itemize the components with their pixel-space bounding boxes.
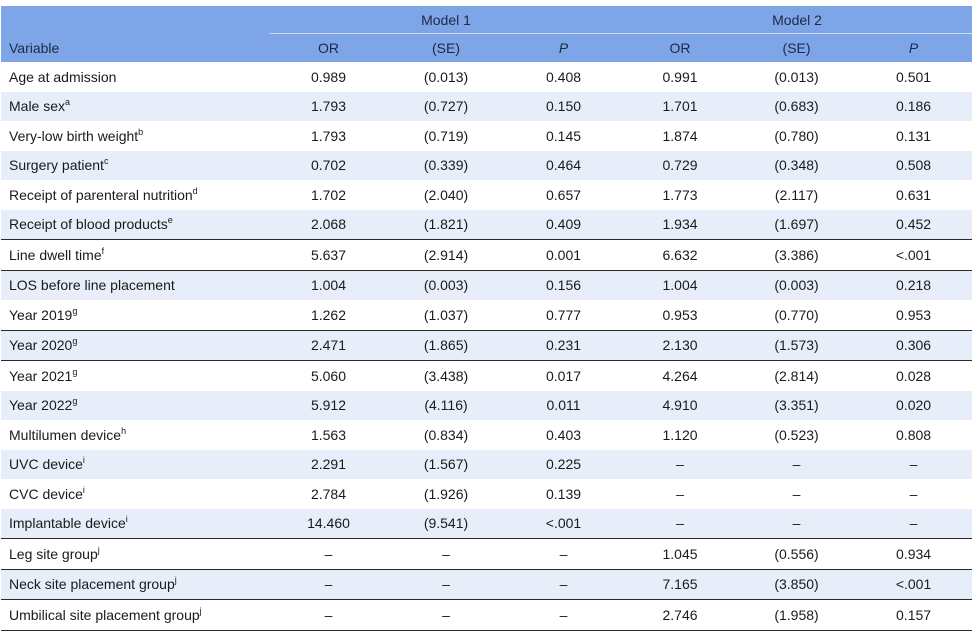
variable-cell [1,330,270,361]
model2-p-header: P [855,34,972,63]
model2-se-cell: (1.958) [738,600,855,631]
model1-se-header: (SE) [387,34,505,63]
variable-cell [1,539,270,570]
model1-p-cell: 0.017 [505,361,622,391]
variable-name: Line dwell time [9,246,102,263]
model2-se-header: (SE) [738,34,855,63]
variable-cell [1,180,270,210]
model1-p-cell: 0.139 [545,485,582,502]
table-row [1,300,972,330]
model1-p-cell: 0.001 [505,240,622,271]
variable-name: Male sex [9,98,66,115]
model1-se-cell: (0.727) [387,92,505,122]
variable-cell [1,479,270,509]
variable-cell [1,62,270,92]
variable-cell [1,569,270,600]
model2-or-cell: 0.991 [662,68,698,85]
model2-p-cell: 0.508 [855,151,972,181]
variable-name: Year 2020 [9,337,73,354]
model1-or-cell: – [270,569,387,600]
model2-se-cell: (2.117) [774,186,819,203]
variable-name: Year 2019 [9,306,73,323]
table-row [1,240,972,271]
footnote-marker: g [72,396,78,407]
regression-table [1,6,972,631]
model1-se-cell: – [387,539,505,570]
model1-se-cell: (0.339) [387,151,505,181]
table-header [1,6,972,62]
variable-name: Age at admission [9,68,117,85]
footnote-marker: a [65,97,71,108]
model2-or-cell: 2.130 [622,330,738,361]
variable-name: Receipt of blood products [9,216,168,233]
footnote-marker: d [192,185,198,196]
table-row [1,479,972,509]
footnote-marker: c [103,156,109,167]
model2-p-cell: 0.028 [855,361,972,391]
model1-p-cell: 0.409 [505,210,622,240]
model1-se-cell: (1.037) [423,306,469,323]
model2-p-cell: – [909,485,918,502]
table-row [1,569,972,600]
model1-or-cell: 5.912 [270,391,387,421]
model2-or-cell: 0.729 [622,151,738,181]
variable-name: Leg site group [9,545,98,562]
variable-header: Variable [1,6,270,62]
model2-p-cell: 0.157 [855,600,972,631]
model1-or-cell: 5.637 [270,240,387,271]
model1-p-cell: 0.408 [545,68,582,85]
table-row [1,600,972,631]
model1-or-cell: 1.702 [310,186,347,203]
model2-p-cell: 0.186 [855,92,972,122]
model1-se-cell: (0.834) [423,426,469,443]
model2-se-cell: – [738,450,855,480]
table-row [1,539,972,570]
model1-or-cell: 1.262 [310,306,347,323]
model1-se-cell: (2.040) [423,186,469,203]
model2-p-cell: 0.934 [855,539,972,570]
model2-p-cell: 0.501 [896,68,932,85]
model2-se-cell: (0.348) [738,151,855,181]
variable-name: LOS before line placement [9,277,175,294]
model1-p-cell: 0.225 [505,450,622,480]
model2-se-cell: (0.003) [738,270,855,300]
model1-se-cell: (9.541) [387,509,505,539]
model2-p-cell: 0.953 [896,306,932,323]
model2-p-cell: 0.218 [855,270,972,300]
model2-p-cell: 0.452 [855,210,972,240]
model1-se-cell: (4.116) [387,391,505,421]
model1-p-cell: 0.657 [545,186,582,203]
variable-cell [1,92,270,122]
model2-se-cell: (2.814) [738,361,855,391]
variable-cell [1,151,270,181]
model2-se-cell: (0.556) [738,539,855,570]
variable-cell [1,210,270,240]
variable-name: Surgery patient [9,157,104,174]
table-body [1,62,972,630]
model1-p-cell: <.001 [505,509,622,539]
variable-name: Year 2022 [9,397,73,414]
model1-p-cell: 0.145 [545,127,582,144]
model2-se-cell: (0.013) [774,68,819,85]
model1-or-header: OR [270,34,387,63]
variable-cell [1,121,270,151]
model2-or-cell: 7.165 [622,569,738,600]
model2-se-cell: (3.386) [738,240,855,271]
model2-p-cell: – [855,450,972,480]
model1-se-cell: (1.567) [387,450,505,480]
model2-or-cell: 1.773 [662,186,698,203]
model1-se-cell: (0.013) [423,68,469,85]
model2-se-cell: (0.770) [774,306,819,323]
model1-header: Model 1 [270,6,622,34]
model2-se-cell: – [738,509,855,539]
model1-or-cell: 1.793 [270,92,387,122]
variable-cell [1,509,270,539]
footnote-marker: j [174,575,177,586]
footnote-marker: j [199,605,202,616]
model2-or-cell: 1.701 [622,92,738,122]
model1-p-header: P [505,34,622,63]
variable-name: Neck site placement group [9,576,175,593]
variable-name: Very-low birth weight [9,127,139,144]
model1-p-cell: 0.156 [505,270,622,300]
variable-cell [1,240,270,271]
table-row [1,391,972,421]
table-row [1,151,972,181]
footnote-marker: e [167,215,173,226]
model2-or-cell: 1.120 [662,426,698,443]
model2-or-cell: 2.746 [622,600,738,631]
footnote-marker: b [138,126,144,137]
model1-se-cell: (2.914) [387,240,505,271]
model2-or-cell: 4.910 [622,391,738,421]
model2-or-cell: – [622,509,738,539]
footnote-marker: g [72,366,78,377]
footnote-marker: h [121,425,127,436]
model1-se-cell: – [387,600,505,631]
model1-p-cell: – [505,569,622,600]
variable-cell [1,270,270,300]
variable-name: Receipt of parenteral nutrition [9,186,193,203]
model1-or-cell: 0.989 [310,68,347,85]
model1-se-cell: (1.821) [387,210,505,240]
model2-p-cell: 0.631 [896,186,932,203]
model1-se-cell: (0.003) [387,270,505,300]
model2-p-cell: 0.131 [896,127,932,144]
model1-or-cell: 1.793 [310,127,347,144]
model2-p-cell: 0.306 [855,330,972,361]
table-row [1,270,972,300]
variable-name: Umbilical site placement group [9,606,200,623]
model1-p-cell: – [505,600,622,631]
model2-p-cell: – [855,509,972,539]
model1-or-cell: 2.784 [310,485,347,502]
model1-p-cell: 0.011 [505,391,622,421]
model1-or-cell: 2.471 [270,330,387,361]
model1-se-cell: (0.719) [423,127,469,144]
variable-cell [1,420,270,450]
model1-se-cell: – [387,569,505,600]
model2-or-cell: 0.953 [662,306,698,323]
variable-name: Year 2021 [9,367,73,384]
model1-or-cell: – [270,539,387,570]
footnote-marker: g [72,305,78,316]
variable-name: CVC device [9,485,83,502]
variable-cell [1,450,270,480]
footnote-marker: i [82,455,85,466]
model2-p-cell: <.001 [855,569,972,600]
footnote-marker: i [125,514,128,525]
table-row [1,62,972,92]
variable-cell [1,600,270,631]
model1-p-cell: 0.150 [505,92,622,122]
model2-or-header: OR [622,34,738,63]
model2-or-cell: – [622,450,738,480]
footnote-marker: i [82,484,85,495]
table-row [1,180,972,210]
model2-se-cell: (1.573) [738,330,855,361]
model1-se-cell: (3.438) [387,361,505,391]
model1-or-cell: 1.563 [310,426,347,443]
variable-cell [1,391,270,421]
model2-or-cell: 1.045 [622,539,738,570]
table-row [1,361,972,391]
footnote-marker: g [72,336,78,347]
model1-p-cell: 0.464 [505,151,622,181]
model2-or-cell: 1.934 [622,210,738,240]
model1-or-cell: 2.291 [270,450,387,480]
model1-p-cell: – [505,539,622,570]
model2-se-cell: (0.523) [774,426,819,443]
model2-se-cell: (1.697) [738,210,855,240]
variable-cell [1,361,270,391]
table-row [1,450,972,480]
model2-or-cell: – [676,485,684,502]
model1-or-cell: – [270,600,387,631]
model2-or-cell: 1.874 [662,127,698,144]
footnote-marker: j [97,544,100,555]
model1-or-cell: 5.060 [270,361,387,391]
model1-or-cell: 1.004 [270,270,387,300]
model2-p-cell: <.001 [855,240,972,271]
model1-se-cell: (1.926) [423,485,469,502]
table-row [1,509,972,539]
variable-cell [1,300,270,330]
table-row [1,92,972,122]
model2-se-cell: (0.780) [774,127,819,144]
model2-se-cell: – [792,485,801,502]
variable-name: Multilumen device [9,426,122,443]
model1-p-cell: 0.231 [505,330,622,361]
model1-p-cell: 0.403 [545,426,582,443]
model1-p-cell: 0.777 [545,306,582,323]
table-row [1,330,972,361]
model2-or-cell: 4.264 [622,361,738,391]
model2-or-cell: 1.004 [622,270,738,300]
model2-p-cell: 0.020 [855,391,972,421]
model2-se-cell: (3.351) [738,391,855,421]
table-row [1,210,972,240]
variable-name: UVC device [9,456,83,473]
model1-or-cell: 14.460 [270,509,387,539]
model1-se-cell: (1.865) [387,330,505,361]
model2-or-cell: 6.632 [622,240,738,271]
table-row [1,420,972,450]
model2-header: Model 2 [622,6,972,34]
model2-se-cell: (0.683) [738,92,855,122]
model2-se-cell: (3.850) [738,569,855,600]
variable-name: Implantable device [9,515,126,532]
table-row [1,121,972,151]
model1-or-cell: 2.068 [270,210,387,240]
model2-p-cell: 0.808 [896,426,932,443]
model1-or-cell: 0.702 [270,151,387,181]
footnote-marker: f [101,245,105,256]
